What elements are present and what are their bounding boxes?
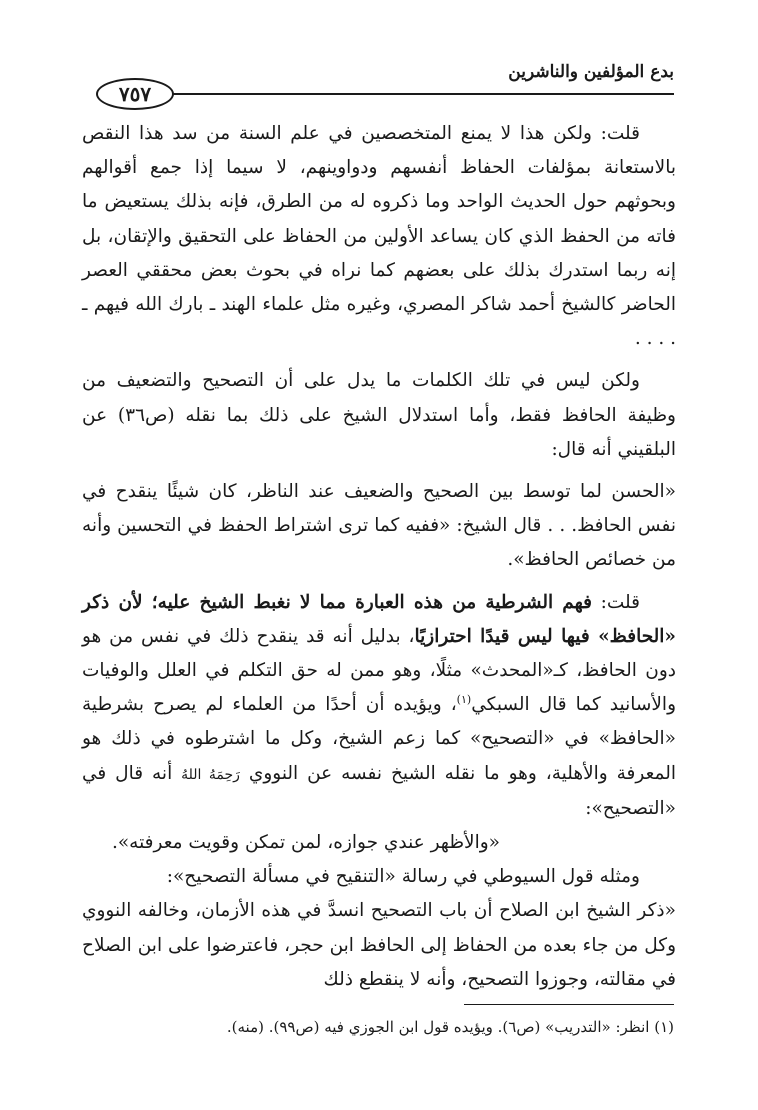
paragraph-3-middle: ، بدليل أنه قد ينقدح ذلك في نفس من هو دون الحافظ، كـ«المحدث» مثلًا، وهو ممن له حق التكلم في العلل والوفيات والأسانيد كما قال السبكي (82, 625, 676, 716)
bold-statement: فهم الشرطية من هذه العبارة مما لا نغبط الشيخ عليه؛ لأن ذكر «الحافظ» فيها ليس قيدًا احترازيًا (82, 591, 676, 647)
paragraph-3-end: ، ويؤيده أن أحدًا من العلماء لم يصرح بشرطية «الحافظ» في «التصحيح» كما زعم الشيخ، وكل ما اشترطوه في ذلك هو المعرفة والأهلية، وهو ما نقله الشيخ نفسه عن النووي (82, 694, 676, 784)
quote-nawawi: «والأظهر عندي جوازه، لمن تمكن وقويت معرفته». (111, 832, 500, 854)
quote-paragraph-1: «الحسن لما توسط بين الصحيح والضعيف عند الناظر، كان شيئًا ينقدح في نفس الحافظ. . . قال الشيخ: «ففيه كما ترى اشتراط الحفظ في التحسين وأنه من خصائص الحافظ». (82, 481, 676, 571)
page-body (82, 117, 676, 997)
page-number: ٧٥٧ (118, 82, 152, 106)
quote-paragraph-2: «ذكر الشيخ ابن الصلاح أن باب التصحيح انسدَّ في هذه الأزمان، وخالفه النووي وكل من جاء بعده من الحفاظ إلى الحافظ ابن حجر، فاعترضوا على ابن الصلاح في مقالته، وجوزوا التصحيح، وأنه لا ينقطع ذلك (82, 900, 676, 990)
running-head: بدع المؤلفين والناشرين (508, 62, 674, 82)
paragraph-3-tail: أنه قال في «التصحيح»: (82, 762, 676, 819)
paragraph-3-lead: قلت: (591, 591, 640, 613)
paragraph-4: ومثله قول السيوطي في رسالة «التنقيح في مسألة التصحيح»: (166, 866, 640, 888)
page-number-badge (96, 78, 174, 110)
footnote-rule (464, 1004, 674, 1005)
paragraph-3 (82, 586, 676, 826)
honorific-glyph: رَحِمَهُ اللهُ (181, 766, 240, 783)
paragraph-2: ولكن ليس في تلك الكلمات ما يدل على أن التصحيح والتضعيف من وظيفة الحافظ فقط، وأما استدلال الشيخ على ذلك بما نقله (ص٣٦) عن البلقيني أنه قال: (82, 370, 676, 460)
paragraph-1: قلت: ولكن هذا لا يمنع المتخصصين في علم السنة من سد هذا النقص بالاستعانة بمؤلفات الحفاظ أنفسهم ودواوينهم، لا سيما إذا جمع أقوالهم وبحوثهم حول الحديث الواحد وما ذكروه له من الطرق، فإنه بذلك يستعيض ما فاته من الحفظ الذي كان يساعد الأولين من الحفاظ على التحقيق والإتقان، بل إنه ربما استدرك بذلك على بعضهم كما نراه في بحوث بعض محققي العصر الحاضر كالشيخ أحمد شاكر المصري، وغيره مثل علماء الهند ـ بارك الله فيهم ـ . . . . (82, 123, 676, 350)
footnote-1: (١) انظر: «التدريب» (ص٦). ويؤيده قول ابن الجوزي فيه (ص٩٩). (منه). (226, 1018, 674, 1036)
header-rule (170, 93, 674, 95)
footnote-ref-1[interactable]: (١) (456, 693, 472, 707)
